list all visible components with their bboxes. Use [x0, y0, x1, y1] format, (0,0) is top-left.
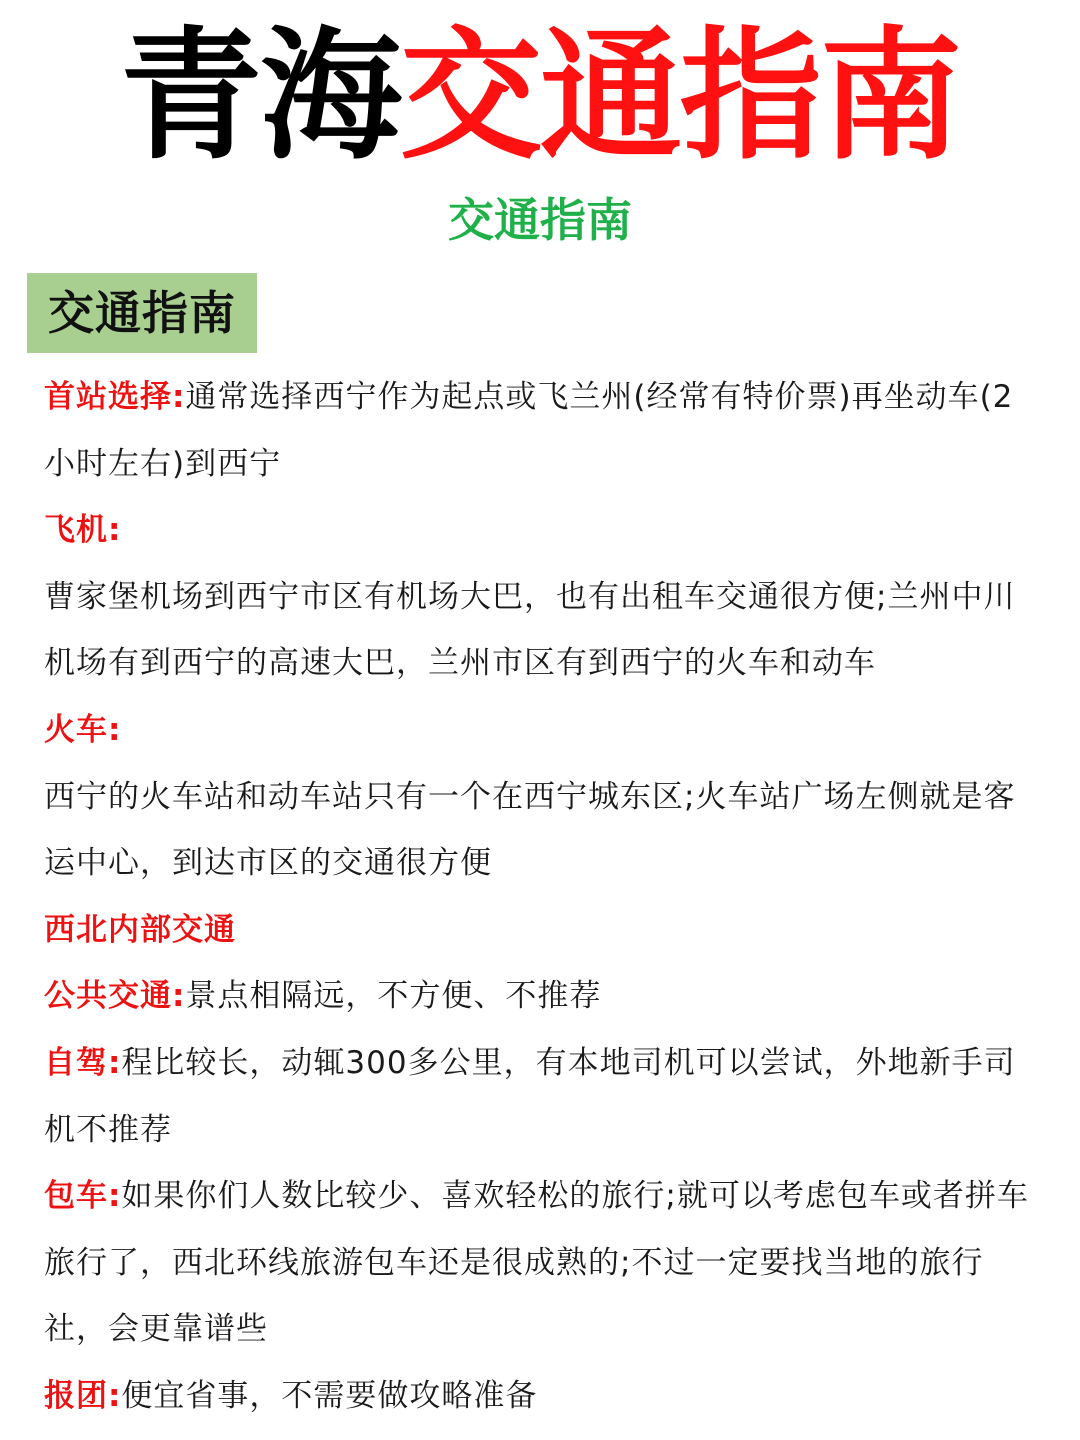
text-train: 西宁的火车站和动车站只有一个在西宁城东区;火车站广场左侧就是客运中心，到达市区的交通很方便 [44, 778, 1016, 882]
text-charter: 如果你们人数比较少、喜欢轻松的旅行;就可以考虑包车或者拼车旅行了，西北环线旅游包车还是很成熟的;不过一定要找当地的旅行社，会更靠谱些 [44, 1178, 1029, 1348]
paragraph-northwest-heading [44, 897, 1034, 964]
label-plane: 飞机: [44, 512, 122, 549]
text-self-drive: 程比较长，动辄300多公里，有本地司机可以尝试，外地新手司机不推荐 [44, 1044, 1016, 1148]
label-tour-group: 报团: [44, 1377, 122, 1414]
label-self-drive: 自驾: [44, 1044, 122, 1081]
page-title-red: 交通指南 [400, 14, 960, 179]
label-first-stop: 首站选择: [44, 379, 186, 415]
text-first-stop: 通常选择西宁作为起点或飞兰州(经常有特价票)再坐动车(2小时左右)到西宁 [44, 379, 1014, 482]
text-public-transport: 景点相隔远，不方便、不推荐 [185, 978, 602, 1015]
paragraph-train [44, 764, 1034, 897]
paragraph-train-heading [44, 697, 1034, 764]
page-title [0, 14, 1080, 179]
paragraph-self-drive [44, 1030, 1034, 1163]
paragraph-charter [44, 1163, 1034, 1363]
guide-content [44, 364, 1034, 1430]
paragraph-plane [44, 564, 1034, 697]
label-public-transport: 公共交通: [44, 978, 186, 1015]
section-heading: 交通指南 [27, 273, 257, 353]
text-plane: 曹家堡机场到西宁市区有机场大巴，也有出租车交通很方便;兰州中川机场有到西宁的高速大巴，兰州市区有到西宁的火车和动车 [44, 578, 1016, 682]
label-train: 火车: [44, 711, 122, 748]
text-tour-group: 便宜省事，不需要做攻略准备 [121, 1377, 538, 1414]
paragraph-first-stop [44, 364, 1034, 497]
label-charter: 包车: [44, 1178, 122, 1215]
paragraph-plane-heading [44, 497, 1034, 564]
paragraph-tour-group [44, 1363, 1034, 1430]
paragraph-public-transport [44, 963, 1034, 1030]
page-title-black: 青海 [120, 14, 400, 179]
label-northwest: 西北内部交通 [44, 911, 236, 948]
page-subtitle: 交通指南 [448, 193, 632, 247]
